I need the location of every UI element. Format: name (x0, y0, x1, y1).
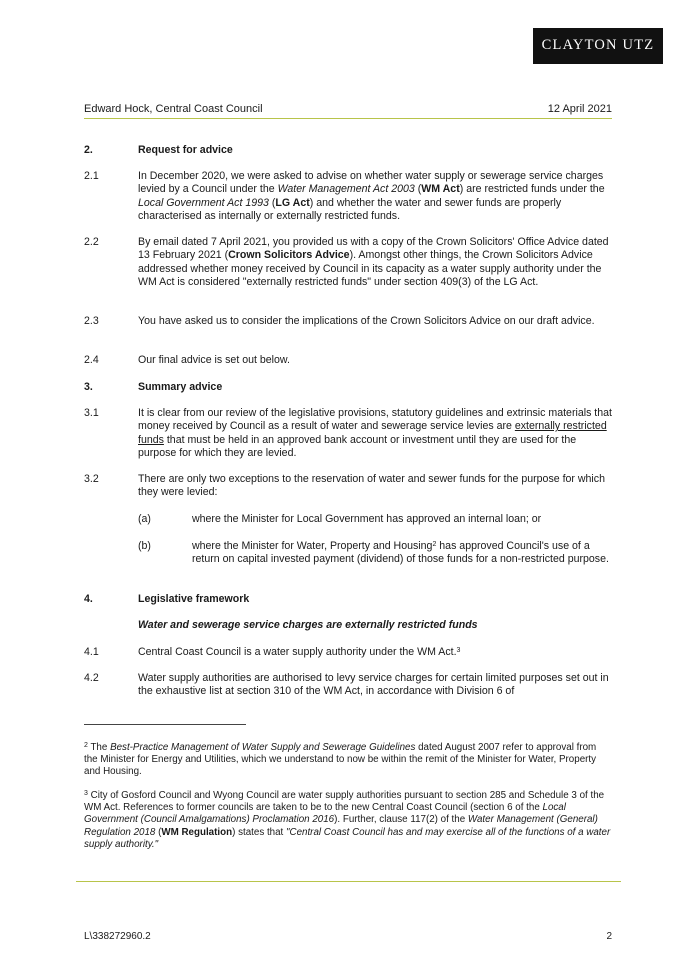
logo-text: CLAYTON UTZ (541, 37, 655, 54)
section-title: Request for advice (138, 144, 233, 156)
footnote-2: $^2$ The Best-Practice Management of Water Supply and Sewerage Guidelines dated August 2007 refer to approval from the Minister for Energy and Utilities, which we understand to now be within the remit of the Minister for Water, Property and Housing. (84, 742, 597, 778)
paragraph-text: In December 2020, we were asked to advise on whether water supply or sewerage service charges levied by a Council under the Water Management Act 2003 (WM Act) are restricted funds under the Local Government Act 1993 (LG Act) and whether the water and sewer funds are properly characterised as internally or externally restricted funds. (138, 170, 605, 222)
page-header (84, 103, 612, 116)
section-number: 4. (84, 593, 93, 605)
paragraph-text: Water supply authorities are authorised to levy service charges for certain limited purposes set out in the exhaustive list at section 310 of the WM Act, in accordance with Division 6 of (138, 672, 609, 698)
header-rule (84, 118, 612, 119)
footnote-marker: 2 (84, 742, 88, 749)
subheading-externally-restricted: Water and sewerage service charges are externally restricted funds (138, 619, 478, 631)
subparagraph-text: where the Minister for Local Government has approved an internal loan; or (192, 513, 542, 525)
header-date: 12 April 2021 (547, 103, 612, 115)
paragraph-text: It is clear from our review of the legislative provisions, statutory guidelines and extrinsic materials that money received by Council as a result of water and sewerage service levies are externally restricted funds that must be held in an approved bank account or investment until they are used for the purpose for which they are levied. (138, 407, 612, 459)
paragraph-text: Central Coast Council is a water supply authority under the WM Act.$^3$ (138, 646, 461, 658)
subparagraph-label: (a) (138, 513, 151, 525)
paragraph-text: Our final advice is set out below. (138, 354, 290, 366)
paragraph-text: By email dated 7 April 2021, you provided us with a copy of the Crown Solicitors' Office Advice dated 13 February 2021 (Crown Solicitors Advice). Amongst other things, the Crown Solicitors Advice addressed whether money received by Council in its capacity as a water supply authority under the WM Act is considered "externally restricted funds" under section 409(3) of the LG Act. (138, 236, 609, 288)
document-reference: L\338272960.2 (84, 931, 151, 942)
paragraph-number: 2.2 (84, 236, 99, 248)
section-number: 3. (84, 381, 93, 393)
subparagraph-label: (b) (138, 540, 151, 552)
paragraph-number: 4.2 (84, 672, 99, 684)
paragraph-number: 4.1 (84, 646, 99, 658)
paragraph-number: 2.3 (84, 315, 99, 327)
subparagraph-text: where the Minister for Water, Property and Housing$^2$ has approved Council's use of a return on capital invested payment (dividend) of those funds for a non-restricted purpose. (192, 540, 609, 566)
footnote-marker: 3 (84, 790, 88, 797)
section-title: Summary advice (138, 381, 223, 393)
paragraph-number: 3.2 (84, 473, 99, 485)
footnote-ref-2: 2 (432, 541, 437, 548)
footnote-ref-3: 3 (456, 647, 461, 654)
section-number: 2. (84, 144, 93, 156)
paragraph-text: You have asked us to consider the implications of the Crown Solicitors Advice on our draft advice. (138, 315, 595, 327)
paragraph-number: 2.4 (84, 354, 99, 366)
footnote-3: $^3$ City of Gosford Council and Wyong Council are water supply authorities pursuant to section 285 and Schedule 3 of the WM Act. References to former councils are taken to be to the new Central Coast Council (section 6 of the Local Government (Council Amalgamations) Proclamation 2016). Further, clause 117(2) of the Water Management (General) Regulation 2018 (WM Regulation) states that "Central Coast Council has and may exercise all of the functions of a water supply authority." (84, 790, 611, 850)
header-recipient: Edward Hock, Central Coast Council (84, 103, 263, 115)
footnote-separator (84, 724, 246, 725)
paragraph-text: There are only two exceptions to the reservation of water and sewer funds for the purpose for which they were levied: (138, 473, 605, 499)
paragraph-number: 2.1 (84, 170, 99, 182)
clayton-utz-logo (533, 28, 663, 64)
section-title: Legislative framework (138, 593, 250, 605)
footer-rule (76, 881, 621, 882)
paragraph-number: 3.1 (84, 407, 99, 419)
page-number: 2 (606, 931, 612, 942)
